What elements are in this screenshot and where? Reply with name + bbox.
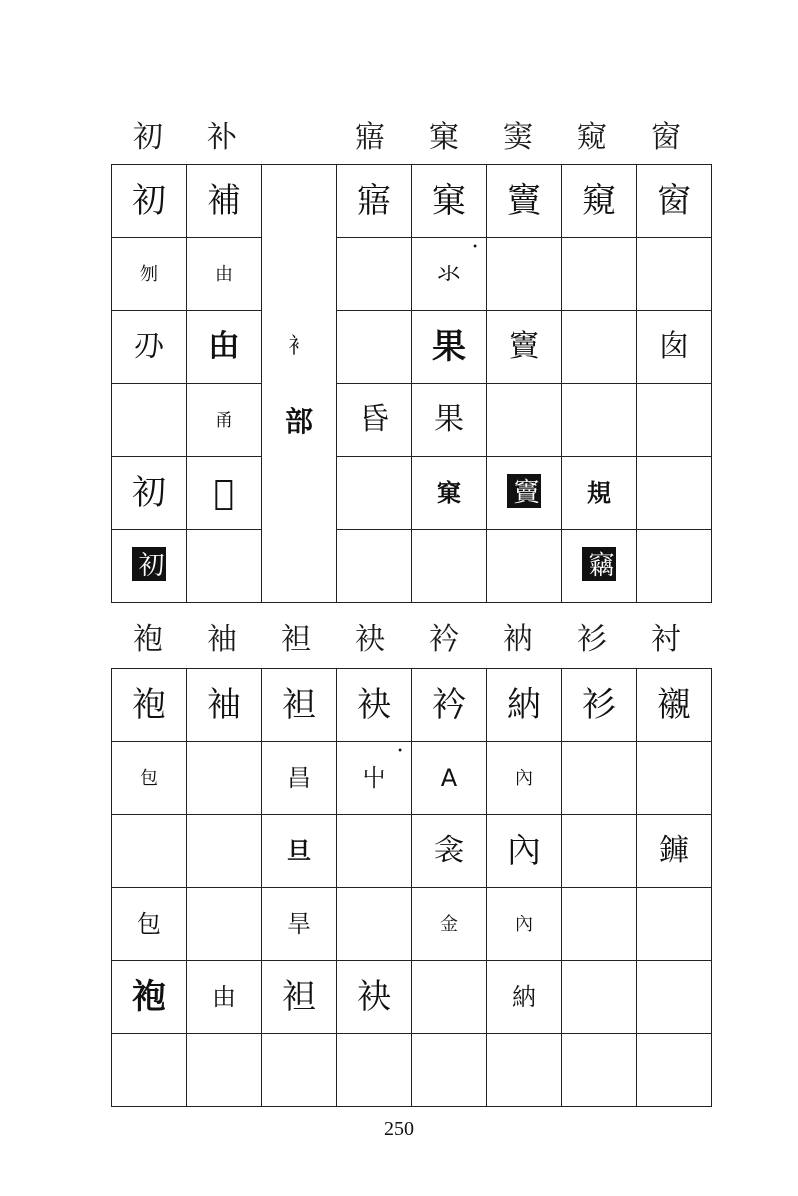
header-char: 衬 <box>651 622 681 657</box>
table-row <box>112 669 712 742</box>
ancient-glyph: 由 <box>215 263 233 285</box>
header-char: 窗 <box>651 120 681 155</box>
top-grid <box>111 164 712 603</box>
seal-stamp: 初 <box>132 547 166 581</box>
top-header-row <box>111 118 703 158</box>
grid-cell <box>187 1034 262 1107</box>
grid-cell <box>637 384 712 457</box>
ancient-glyph: 衿 <box>432 685 466 725</box>
table-row <box>112 384 712 457</box>
header-char: 窠 <box>429 120 459 155</box>
grid-cell <box>187 165 262 238</box>
grid-cell <box>562 165 637 238</box>
grid-cell <box>262 815 337 888</box>
radical-glyph: 衤 <box>287 334 310 359</box>
grid-cell <box>112 457 187 530</box>
ancient-glyph: 納 <box>512 983 536 1011</box>
grid-cell <box>112 384 187 457</box>
grid-cell <box>637 311 712 384</box>
ancient-glyph: 甬 <box>215 409 233 431</box>
grid-cell <box>412 1034 487 1107</box>
ancient-glyph: 甶 <box>209 329 239 364</box>
grid-cell <box>562 457 637 530</box>
ancient-glyph: 包 <box>137 910 161 938</box>
ancient-glyph: 衫 <box>582 685 616 725</box>
ancient-glyph: 龲 <box>659 833 689 868</box>
grid-cell <box>412 311 487 384</box>
grid-cell <box>637 669 712 742</box>
grid-cell <box>412 530 487 603</box>
grid-cell <box>112 669 187 742</box>
ancient-glyph: 竇 <box>509 329 539 364</box>
grid-cell <box>637 1034 712 1107</box>
grid-cell <box>487 384 562 457</box>
ancient-glyph: 納 <box>507 685 541 725</box>
grid-cell <box>337 530 412 603</box>
grid-cell <box>412 815 487 888</box>
ancient-glyph: 旱 <box>287 910 311 938</box>
grid-cell <box>112 311 187 384</box>
ancient-glyph: 袍 <box>132 977 166 1017</box>
table-row <box>112 888 712 961</box>
grid-cell <box>187 384 262 457</box>
grid-cell <box>637 742 712 815</box>
ancient-glyph: 屮 <box>362 764 386 792</box>
dot-mark: • <box>472 242 478 253</box>
grid-cell <box>487 669 562 742</box>
grid-cell <box>262 530 337 603</box>
ancient-glyph: 袍 <box>132 685 166 725</box>
grid-cell <box>112 1034 187 1107</box>
grid-cell <box>562 742 637 815</box>
ancient-glyph: 𧙓 <box>213 473 235 513</box>
grid-cell <box>412 457 487 530</box>
grid-cell <box>487 165 562 238</box>
header-char: 袖 <box>207 622 237 657</box>
ancient-glyph: 窠 <box>437 478 461 507</box>
grid-cell <box>187 669 262 742</box>
grid-cell <box>262 669 337 742</box>
grid-cell <box>187 457 262 530</box>
table-row <box>112 742 712 815</box>
grid-cell <box>562 669 637 742</box>
seal-stamp: 竇 <box>507 474 541 508</box>
header-char: 衲 <box>503 622 533 657</box>
grid-cell <box>637 961 712 1034</box>
grid-cell <box>112 742 187 815</box>
header-char: 初 <box>133 120 163 155</box>
grid-cell <box>337 311 412 384</box>
ancient-glyph: 昌 <box>287 764 311 792</box>
grid-cell <box>112 961 187 1034</box>
table-row <box>112 238 712 311</box>
ancient-glyph: 昏 <box>359 402 389 437</box>
bottom-header-row <box>111 620 703 660</box>
grid-cell <box>412 238 487 311</box>
header-char: 寤 <box>355 120 385 155</box>
grid-cell <box>337 1034 412 1107</box>
grid-cell <box>262 961 337 1034</box>
table-row <box>112 165 712 238</box>
ancient-glyph: 竇 <box>507 181 541 221</box>
ancient-glyph: 袂 <box>357 977 391 1017</box>
grid-cell <box>412 888 487 961</box>
grid-cell <box>337 888 412 961</box>
grid-cell <box>487 961 562 1034</box>
ancient-glyph: 初 <box>132 473 166 513</box>
bottom-grid <box>111 668 712 1107</box>
grid-cell <box>337 961 412 1034</box>
ancient-glyph: 刎 <box>140 263 158 285</box>
table-row <box>112 457 712 530</box>
grid-cell <box>112 815 187 888</box>
ancient-glyph: 衾 <box>434 833 464 868</box>
table-row <box>112 815 712 888</box>
grid-cell <box>187 238 262 311</box>
ancient-glyph: 金 <box>440 913 458 935</box>
header-char: 补 <box>207 120 237 155</box>
grid-cell <box>562 815 637 888</box>
ancient-glyph: 補 <box>207 181 241 221</box>
grid-cell <box>562 1034 637 1107</box>
table-row <box>112 530 712 603</box>
grid-cell <box>337 457 412 530</box>
page-number: 250 <box>384 1118 414 1140</box>
header-char: 袂 <box>355 622 385 657</box>
ancient-glyph: 初 <box>132 181 166 221</box>
grid-cell <box>262 888 337 961</box>
grid-cell <box>112 888 187 961</box>
ancient-glyph: 袖 <box>207 685 241 725</box>
grid-cell <box>262 1034 337 1107</box>
grid-cell <box>412 742 487 815</box>
table-row <box>112 961 712 1034</box>
grid-cell <box>112 165 187 238</box>
grid-cell <box>187 530 262 603</box>
grid-cell <box>337 238 412 311</box>
grid-cell <box>562 238 637 311</box>
grid-cell <box>637 888 712 961</box>
grid-cell <box>187 961 262 1034</box>
ancient-glyph: 內 <box>515 767 533 789</box>
grid-cell <box>112 530 187 603</box>
grid-cell <box>637 815 712 888</box>
grid-cell <box>262 311 337 384</box>
grid-cell <box>337 742 412 815</box>
grid-cell <box>262 742 337 815</box>
grid-cell <box>487 238 562 311</box>
grid-cell <box>487 742 562 815</box>
grid-cell <box>487 1034 562 1107</box>
ancient-glyph: 由 <box>212 983 236 1011</box>
ancient-glyph: 窠 <box>432 181 466 221</box>
header-char: 窥 <box>577 120 607 155</box>
grid-cell <box>637 165 712 238</box>
ancient-glyph: 袒 <box>282 977 316 1017</box>
table-row <box>112 311 712 384</box>
header-char: 袍 <box>133 622 163 657</box>
ancient-glyph: 袂 <box>357 685 391 725</box>
ancient-glyph: 寤 <box>357 181 391 221</box>
grid-cell <box>412 384 487 457</box>
grid-cell <box>487 311 562 384</box>
grid-cell <box>262 457 337 530</box>
header-char: 衿 <box>429 622 459 657</box>
ancient-glyph: 刅 <box>134 329 164 364</box>
ancient-glyph: 內 <box>507 831 541 871</box>
grid-cell <box>412 669 487 742</box>
grid-cell <box>337 384 412 457</box>
grid-cell <box>562 530 637 603</box>
grid-cell <box>562 961 637 1034</box>
ancient-glyph: 窺 <box>582 181 616 221</box>
grid-cell <box>187 815 262 888</box>
grid-cell <box>487 457 562 530</box>
grid-cell <box>112 238 187 311</box>
ancient-glyph: 袒 <box>282 685 316 725</box>
section-label: 部 <box>284 405 313 438</box>
table-row <box>112 1034 712 1107</box>
ancient-glyph: 氺 <box>437 260 461 288</box>
grid-cell <box>637 238 712 311</box>
header-char: 衫 <box>577 622 607 657</box>
ancient-glyph: 包 <box>140 767 158 789</box>
grid-cell <box>412 165 487 238</box>
grid-cell <box>187 888 262 961</box>
grid-cell <box>187 742 262 815</box>
ancient-glyph: A <box>440 764 458 792</box>
grid-cell <box>337 815 412 888</box>
grid-cell <box>337 669 412 742</box>
grid-cell <box>187 311 262 384</box>
ancient-glyph: 旦 <box>287 836 311 865</box>
grid-cell <box>562 384 637 457</box>
grid-cell <box>637 457 712 530</box>
grid-cell <box>637 530 712 603</box>
header-char: 袒 <box>281 622 311 657</box>
grid-cell <box>262 384 337 457</box>
dot-mark: • <box>397 746 403 757</box>
ancient-glyph: 果 <box>434 402 464 437</box>
grid-cell <box>562 888 637 961</box>
ancient-glyph: 窗 <box>657 181 691 221</box>
grid-cell <box>262 165 337 238</box>
grid-cell <box>562 311 637 384</box>
grid-cell <box>337 165 412 238</box>
grid-cell <box>487 815 562 888</box>
grid-cell <box>412 961 487 1034</box>
ancient-glyph: 內 <box>515 913 533 935</box>
ancient-glyph: 囱 <box>659 329 689 364</box>
ancient-glyph: 果 <box>432 327 466 367</box>
grid-cell <box>487 530 562 603</box>
seal-stamp: 竊 <box>582 547 616 581</box>
grid-cell <box>262 238 337 311</box>
header-char: 窦 <box>503 120 533 155</box>
ancient-glyph: 襯 <box>657 685 691 725</box>
ancient-glyph: 規 <box>587 478 611 507</box>
grid-cell <box>487 888 562 961</box>
